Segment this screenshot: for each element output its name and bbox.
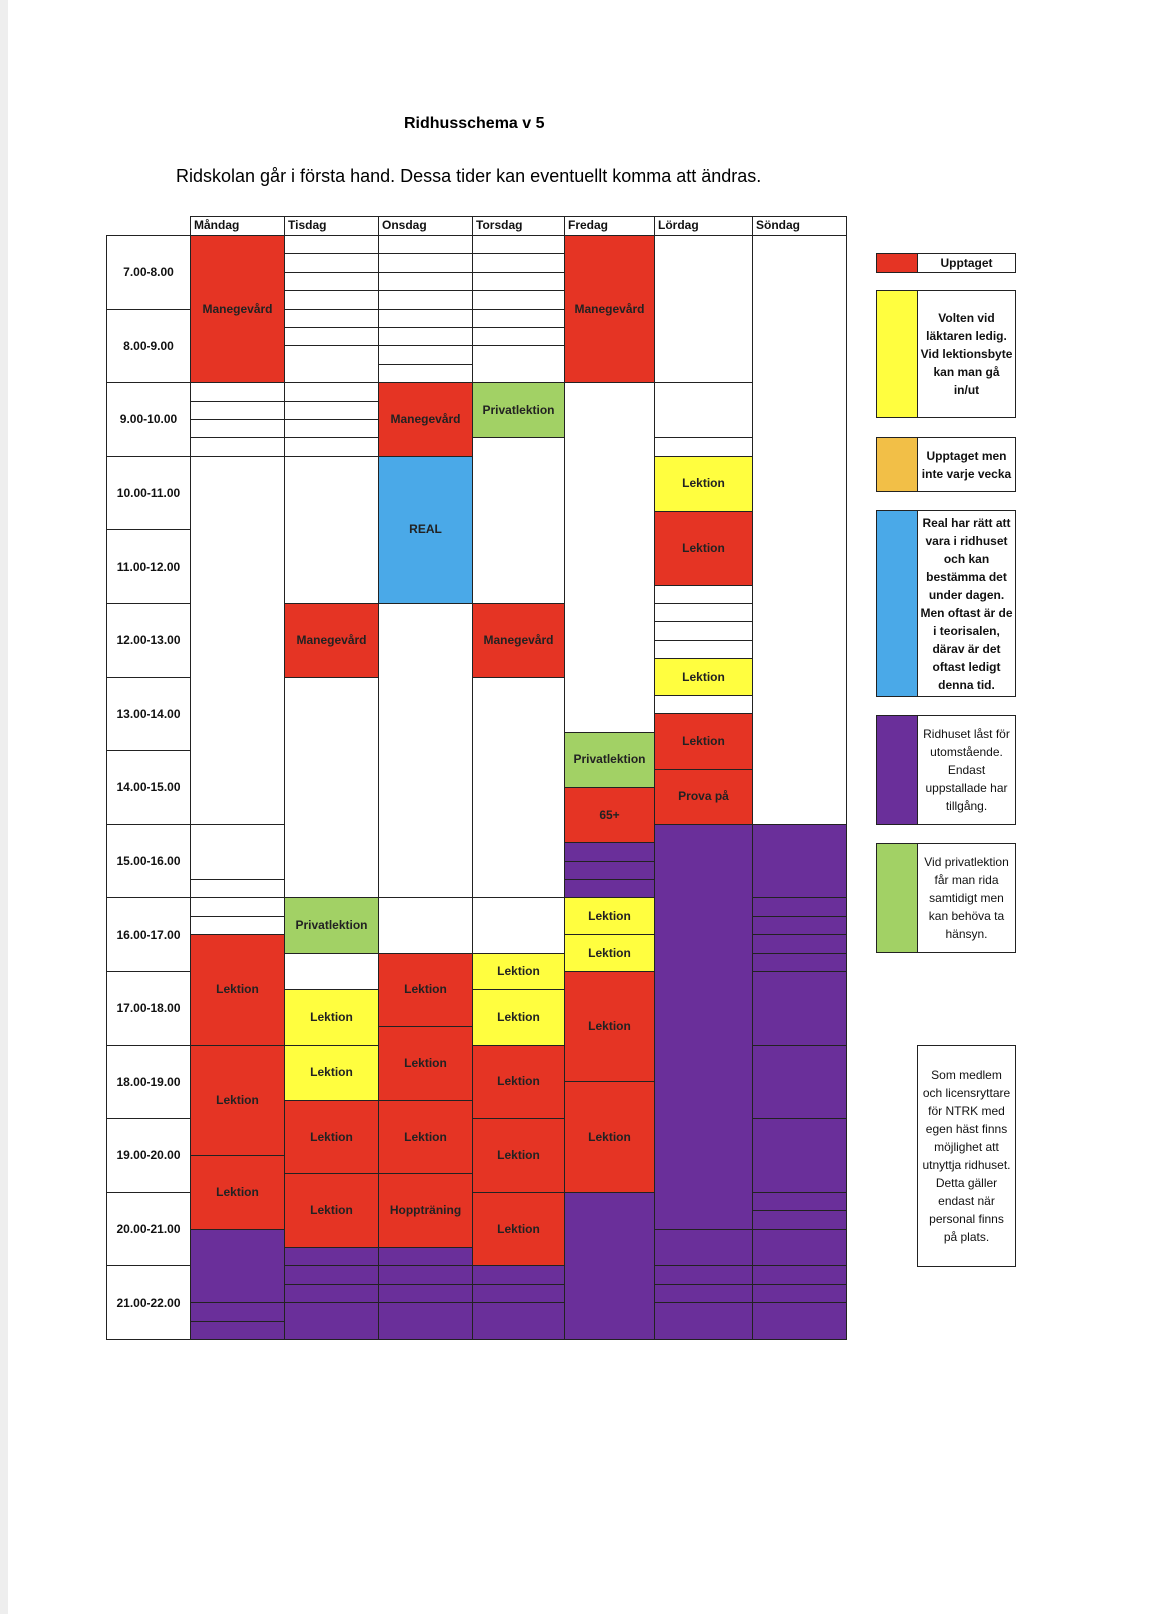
- block-empty: [190, 419, 285, 438]
- block-lektion: Lektion: [472, 953, 565, 991]
- legend-swatch-blue: [876, 510, 918, 697]
- time-label: 17.00-18.00: [106, 971, 191, 1046]
- block-lektion: Lektion: [284, 1045, 379, 1101]
- block-empty: [378, 603, 473, 898]
- block-empty: [472, 290, 565, 309]
- block-empty: [378, 253, 473, 272]
- block-empty: [752, 824, 847, 899]
- block-manegev-rd: Manegevård: [472, 603, 565, 678]
- page-subtitle: Ridskolan går i första hand. Dessa tider kan eventuellt komma att ändras.: [176, 166, 762, 186]
- block-empty: [564, 879, 655, 898]
- block-empty: [378, 1247, 473, 1266]
- block-lektion: Lektion: [654, 658, 753, 696]
- block-empty: [190, 1229, 285, 1304]
- block-manegev-rd: Manegevård: [284, 603, 379, 678]
- block-lektion: Lektion: [190, 1155, 285, 1230]
- block-empty: [190, 916, 285, 935]
- block-lektion: Lektion: [472, 1192, 565, 1267]
- time-label: 21.00-22.00: [106, 1265, 191, 1340]
- block-privatlektion: Privatlektion: [564, 732, 655, 788]
- day-header-5: Lördag: [654, 216, 753, 236]
- legend-text-purple: Ridhuset låst för utomstående. Endast uppstallade har tillgång.: [917, 715, 1016, 825]
- page-title: Ridhusschema v 5: [404, 115, 545, 132]
- block-empty: [284, 272, 379, 291]
- block-empty: [472, 1302, 565, 1340]
- legend-text-green: Vid privatlektion får man rida samtidigt men kan behöva ta hänsyn.: [917, 843, 1016, 953]
- block-empty: [752, 1192, 847, 1211]
- block-empty: [752, 916, 847, 935]
- block-privatlektion: Privatlektion: [472, 382, 565, 438]
- block-lektion: Lektion: [564, 971, 655, 1082]
- block-empty: [654, 437, 753, 456]
- block-empty: [378, 1284, 473, 1303]
- block-empty: [378, 309, 473, 328]
- block-empty: [284, 327, 379, 346]
- time-label: 9.00-10.00: [106, 382, 191, 457]
- block-lektion: Lektion: [472, 1118, 565, 1193]
- block-empty: [654, 382, 753, 438]
- block-empty: [378, 1302, 473, 1340]
- block-65-: 65+: [564, 787, 655, 843]
- block-empty: [378, 1265, 473, 1284]
- legend-swatch-green: [876, 843, 918, 953]
- page-edge: [0, 0, 8, 1614]
- member-note: Som medlem och licensryttare för NTRK med egen häst finns möjlighet att utnyttja ridhuset. Detta gäller endast när personal finns på plats.: [917, 1045, 1016, 1267]
- block-empty: [284, 1284, 379, 1303]
- block-empty: [472, 677, 565, 899]
- legend-swatch-orange: [876, 437, 918, 492]
- day-header-0: Måndag: [190, 216, 285, 236]
- block-lektion: Lektion: [378, 953, 473, 1028]
- block-empty: [472, 345, 565, 383]
- time-label: 13.00-14.00: [106, 677, 191, 752]
- block-empty: [564, 861, 655, 880]
- block-empty: [190, 456, 285, 825]
- time-label: 20.00-21.00: [106, 1192, 191, 1267]
- legend-swatch-purple: [876, 715, 918, 825]
- block-empty: [654, 1229, 753, 1267]
- block-lektion: Lektion: [190, 934, 285, 1045]
- day-header-4: Fredag: [564, 216, 655, 236]
- block-empty: [472, 437, 565, 604]
- block-empty: [284, 1302, 379, 1340]
- legend-swatch-yellow: [876, 290, 918, 418]
- block-empty: [378, 327, 473, 346]
- time-label: 10.00-11.00: [106, 456, 191, 531]
- block-empty: [284, 253, 379, 272]
- block-empty: [378, 897, 473, 953]
- block-empty: [654, 824, 753, 1230]
- block-empty: [190, 1321, 285, 1340]
- block-empty: [752, 953, 847, 972]
- time-label: 14.00-15.00: [106, 750, 191, 825]
- block-empty: [752, 1118, 847, 1193]
- block-empty: [472, 1265, 565, 1284]
- block-empty: [190, 824, 285, 880]
- block-empty: [284, 456, 379, 604]
- block-empty: [190, 401, 285, 420]
- block-manegev-rd: Manegevård: [190, 235, 285, 383]
- time-label: 19.00-20.00: [106, 1118, 191, 1193]
- block-empty: [752, 934, 847, 953]
- time-label: 18.00-19.00: [106, 1045, 191, 1120]
- block-empty: [472, 897, 565, 953]
- block-empty: [284, 345, 379, 383]
- block-empty: [752, 1284, 847, 1303]
- block-empty: [752, 897, 847, 916]
- time-label: 12.00-13.00: [106, 603, 191, 678]
- block-empty: [564, 1192, 655, 1340]
- time-label: 7.00-8.00: [106, 235, 191, 310]
- block-empty: [284, 1265, 379, 1284]
- time-label: 16.00-17.00: [106, 897, 191, 972]
- block-empty: [472, 272, 565, 291]
- day-header-3: Torsdag: [472, 216, 565, 236]
- day-header-6: Söndag: [752, 216, 847, 236]
- block-lektion: Lektion: [472, 1045, 565, 1120]
- block-empty: [654, 1265, 753, 1284]
- block-empty: [752, 1265, 847, 1284]
- block-lektion: Lektion: [564, 934, 655, 972]
- block-manegev-rd: Manegevård: [378, 382, 473, 457]
- block-empty: [378, 364, 473, 383]
- block-empty: [284, 953, 379, 991]
- block-lektion: Lektion: [284, 1100, 379, 1175]
- block-lektion: Lektion: [284, 989, 379, 1045]
- block-empty: [654, 695, 753, 714]
- block-empty: [472, 1284, 565, 1303]
- block-empty: [190, 897, 285, 916]
- legend-text-blue: Real har rätt att vara i ridhuset och kan bestämma det under dagen. Men oftast är de i teorisalen, därav är det oftast ledigt denna tid.: [917, 510, 1016, 697]
- time-label: 11.00-12.00: [106, 529, 191, 604]
- block-privatlektion: Privatlektion: [284, 897, 379, 953]
- block-empty: [284, 677, 379, 899]
- block-empty: [654, 1284, 753, 1303]
- block-empty: [472, 253, 565, 272]
- block-empty: [190, 382, 285, 401]
- block-manegev-rd: Manegevård: [564, 235, 655, 383]
- block-lektion: Lektion: [378, 1026, 473, 1101]
- block-empty: [284, 1247, 379, 1266]
- block-empty: [654, 603, 753, 622]
- block-empty: [190, 1302, 285, 1321]
- block-lektion: Lektion: [564, 897, 655, 935]
- block-empty: [654, 640, 753, 659]
- block-lektion: Lektion: [564, 1081, 655, 1192]
- block-lektion: Lektion: [190, 1045, 285, 1156]
- block-lektion: Lektion: [472, 989, 565, 1045]
- block-empty: [190, 879, 285, 898]
- time-label: 15.00-16.00: [106, 824, 191, 899]
- block-empty: [752, 1302, 847, 1340]
- block-empty: [564, 382, 655, 733]
- block-lektion: Lektion: [654, 511, 753, 586]
- block-empty: [654, 235, 753, 383]
- block-empty: [284, 290, 379, 309]
- block-empty: [752, 1229, 847, 1267]
- block-empty: [564, 842, 655, 861]
- block-empty: [284, 401, 379, 420]
- block-empty: [472, 235, 565, 254]
- block-empty: [654, 585, 753, 604]
- legend-text-yellow: Volten vid läktaren ledig. Vid lektionsbyte kan man gå in/ut: [917, 290, 1016, 418]
- block-empty: [654, 621, 753, 640]
- block-empty: [752, 235, 847, 825]
- block-empty: [654, 1302, 753, 1340]
- block-empty: [472, 327, 565, 346]
- block-empty: [378, 235, 473, 254]
- block-lektion: Lektion: [654, 456, 753, 512]
- block-lektion: Lektion: [284, 1173, 379, 1248]
- day-header-1: Tisdag: [284, 216, 379, 236]
- block-empty: [284, 309, 379, 328]
- block-empty: [378, 345, 473, 364]
- legend-text-orange: Upptaget men inte varje vecka: [917, 437, 1016, 492]
- block-empty: [190, 437, 285, 456]
- block-empty: [378, 272, 473, 291]
- block-empty: [284, 382, 379, 401]
- block-lektion: Lektion: [378, 1100, 473, 1175]
- block-empty: [752, 971, 847, 1046]
- block-empty: [284, 235, 379, 254]
- day-header-2: Onsdag: [378, 216, 473, 236]
- legend-swatch-red: [876, 253, 918, 273]
- block-prova-p-: Prova på: [654, 769, 753, 825]
- block-empty: [378, 290, 473, 309]
- block-real: REAL: [378, 456, 473, 604]
- time-label: 8.00-9.00: [106, 309, 191, 384]
- block-empty: [472, 309, 565, 328]
- block-hopptr-ning: Hoppträning: [378, 1173, 473, 1248]
- block-empty: [752, 1210, 847, 1229]
- block-lektion: Lektion: [654, 713, 753, 769]
- legend-text-red: Upptaget: [917, 253, 1016, 273]
- block-empty: [284, 437, 379, 456]
- block-empty: [284, 419, 379, 438]
- block-empty: [752, 1045, 847, 1120]
